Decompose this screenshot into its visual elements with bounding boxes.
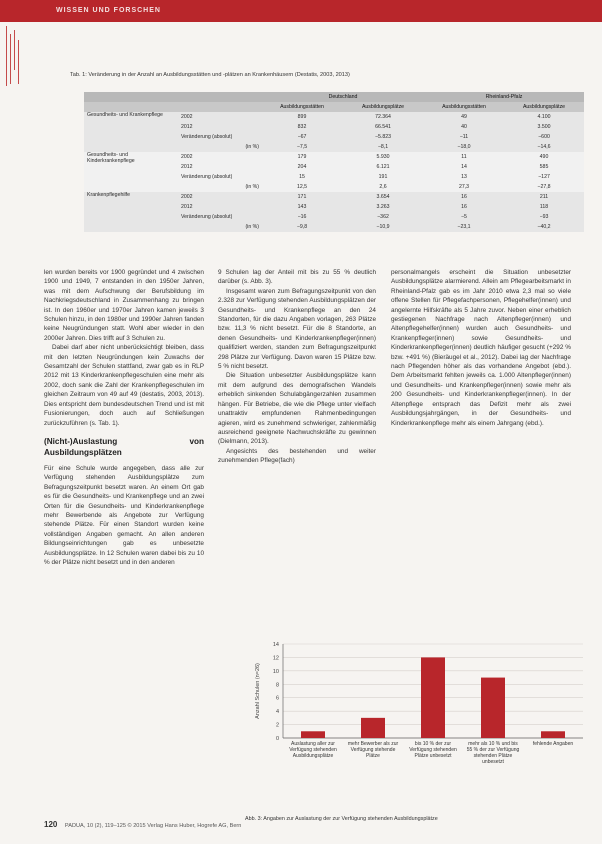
table-cell: 13 [424,172,504,182]
table-cell: −5 [424,212,504,222]
sub-header: Ausbildungsstätten [262,102,342,112]
bar-chart [243,636,588,811]
text-column-3 [391,268,571,428]
table-cell: −18,0 [424,142,504,152]
table-cell: −14,6 [504,142,584,152]
table-cell: −127 [504,172,584,182]
table-cell: 40 [424,122,504,132]
table-cell: 191 [342,172,424,182]
margin-ticks [6,26,20,96]
table-group-header-row [84,92,584,102]
y-tick-label: 8 [275,682,279,689]
text-column-2 [218,268,376,466]
x-tick-label: bis 10 % der zur Verfügung stehenden Plätze unbesetzt [409,741,457,759]
paragraph: personalmangels erscheint die Situation unbesetzter Ausbildungsplätze alarmierend. Allein am Pflegearbeitsmarkt in Rheinland-Pfalz gab es im Jahr 2010 etwa 2,3 mal so viele offene Stellen für Pflegefachpersonen, Pflegehelfer(innen) und angelernte Hilfskräfte als 5 Jahre zuvor. Neben einer erheblich gestiegenen Nachfrage nach Altenpfleger(innen) und Altenpflegehelfer(innen) wurden auch Gesundheits- und Krankenpfleger(innen) sowie Gesundheits- und Kinderkrankenpfleger(innen) deutlich häufiger gesucht (+292 % bzw. +491 %) (Bieräugel et al., 2012). Dabei lag der Nachfrage nach Pflegenden höher als das vorhandene Angebot (ebd.). Dem Arbeitsmarkt fehlten jeweils ca. 1.000 Altenpfleger(innen) und Gesundheits- und Krankenpfleger(innen) sowie mehr als 200 Gesundheits- und Kinderkrankenpfleger(innen). In der Altenpflege entsprach das Defizit mehr als zwei Ausbildungsjahrgängen, in der Gesundheits- und Kinderkrankenpflege mehr als einem Jahrgang (ebd.). [391,269,571,427]
table-cell: 3.500 [504,122,584,132]
section-heading: (Nicht-)Auslastung von Ausbildungsplätzen [44,436,204,457]
table-cell: −362 [342,212,424,222]
sub-header: Ausbildungsstätten [424,102,504,112]
bar [421,657,445,738]
page-footer [44,820,241,829]
bar [541,731,565,738]
table-cell: −40,2 [504,222,584,232]
table-cell: −16 [262,212,342,222]
table-cell: 16 [424,202,504,212]
y-axis-label: Anzahl Schulen (n=26) [255,663,261,719]
y-tick-label: 10 [272,668,279,675]
y-tick-label: 12 [272,655,279,662]
group-header-germany: Deutschland [262,92,424,102]
table-cell: 2,6 [342,182,424,192]
paragraph: Insgesamt waren zum Befragungszeitpunkt von den 2.328 zur Verfügung stehenden Ausbildungsplätzen der Gesundheits- und Krankenpflege an den 24 Standorten, für die dazu Angaben vorlagen, 263 Plätze bzw. 11,3 % nicht besetzt. Für die 8 Standorte, an denen Gesundheits- und Kinderkrankenpfleger(innen) qualifiziert werden, standen zum Befragungszeitpunkt 298 Plätze zur Verfügung. Davon waren 15 Plätze bzw. 5 % nicht besetzt. [218,287,376,371]
table-cell: −11 [424,132,504,142]
group-name-cell: Gesundheits- und Kinderkrankenpflege [84,152,178,192]
table-cell: 5.930 [342,152,424,162]
page-number: 120 [44,820,58,829]
row-label: 2002 [178,152,262,162]
table-cell: 12,5 [262,182,342,192]
row-label: 2012 [178,202,262,212]
x-tick-label-wrap [525,741,581,805]
paragraph: Angesichts des bestehenden und weiter zunehmenden Pflege(fach) [218,447,376,465]
table-cell: 899 [262,112,342,122]
table-cell: 14 [424,162,504,172]
bar [481,678,505,738]
row-label: Veränderung (absolut) [178,212,262,222]
table-cell: −23,1 [424,222,504,232]
table-sub-header-row [84,102,584,112]
table-cell: 3.654 [342,192,424,202]
x-tick-label-wrap [285,741,341,805]
text-column-1 [44,268,204,567]
y-tick-label: 4 [275,709,279,716]
row-label: (in %) [178,222,262,232]
data-table [84,92,584,232]
table-caption: Tab. 1: Veränderung in der Anzahl an Ausbildungsstätten und -plätzen an Krankenhäusern (Destatis, 2003, 2013) [70,72,350,78]
table-cell: 143 [262,202,342,212]
sub-header: Ausbildungsplätze [504,102,584,112]
x-tick-label-wrap [345,741,401,805]
paragraph: Die Situation unbesetzter Ausbildungsplätze kann mit dem aufgrund des demografischen Wandels erheblich sinkenden Schulabgängerzahlen zusammen hängen. Für Betriebe, die wie die Pflege unter vielfach unattraktiv empfundenen Rahmenbedingungen agieren, wird es zunehmend schwieriger, zahlenmäßig ausreichend geeignete Nachwuchskräfte zu gewinnen (Dielmann, 2013). [218,372,376,446]
x-tick-label: Auslastung aller zur Verfügung stehenden Ausbildungsplätze [289,741,337,759]
table-cell: 204 [262,162,342,172]
paragraph: len wurden bereits vor 1900 gegründet und 4 zwischen 1900 und 1949, 7 entstanden in den 1950er Jahren, was mit dem Aufschwung der Berufsbildung im Nachkriegsdeutschland in Zusammenhang zu bringen ist. In den 1960er und 1970er Jahren kamen jeweils 3 Schulen hinzu, in den 1980er und 1990er Jahren fanden keine Neugründungen statt. Wohl aber wieder in den 2000er Jahren. Dies trifft auf 3 Schulen zu. [44,269,204,342]
bar [301,731,325,738]
table-row [84,112,584,122]
table-row [84,192,584,202]
table-cell: 6.121 [342,162,424,172]
table-cell: −10,9 [342,222,424,232]
table-cell: 4.100 [504,112,584,122]
table-cell: 11 [424,152,504,162]
x-tick-label: fehlende Angaben [532,741,574,747]
table-cell: 72.364 [342,112,424,122]
bar [361,718,385,738]
row-label: 2012 [178,162,262,172]
y-tick-label: 0 [275,736,279,742]
row-label: 2002 [178,112,262,122]
table-cell: 27,3 [424,182,504,192]
x-tick-label: mehr Bewerber als zur Verfügung stehende Plätze [347,741,399,759]
table-cell: −93 [504,212,584,222]
table-cell: 179 [262,152,342,162]
group-name-cell: Gesundheits- und Krankenpflege [84,112,178,152]
sub-header: Ausbildungsplätze [342,102,424,112]
paragraph: Dabei darf aber nicht unberücksichtigt bleiben, dass mit den letzten Neugründungen kein Zuwachs der Gesamtzahl der Schulen stattfand, zwar gab es in RLP 2012 mit 13 Kinderkrankenpflegeschulen eine mehr als 2002, doch sank die Zahl der Krankenpflegeschulen im gleichen Zeitraum von 49 auf 49 (destatis, 2003, 2013). Dies entspricht dem bundesdeutschen Trend und ist mit Fusionierungen, doch auch auf Schließungen zurückzuführen (s. Tab. 1). [44,344,204,427]
y-tick-label: 6 [275,695,279,702]
table-cell: −7,5 [262,142,342,152]
row-label: 2002 [178,192,262,202]
section-banner [0,0,602,22]
group-header-rlp: Rheinland-Pfalz [424,92,584,102]
group-name-cell: Krankenpflegehilfe [84,192,178,232]
row-label: (in %) [178,142,262,152]
x-tick-label: mehr als 10 % und bis 55 % der zur Verfügung stehenden Plätze unbesetzt [466,741,520,765]
table-cell: 171 [262,192,342,202]
table-cell: 118 [504,202,584,212]
table-cell: 3.263 [342,202,424,212]
table-cell: −27,8 [504,182,584,192]
table-cell: −5.823 [342,132,424,142]
table-cell: 832 [262,122,342,132]
figure-caption: Abb. 3: Angaben zur Auslastung der zur Verfügung stehenden Ausbildungsplätze [245,816,438,822]
top-banner [0,0,602,30]
table-cell: −600 [504,132,584,142]
table-cell: −67 [262,132,342,142]
footer-text: PADUA, 10 (2), 119–125 © 2015 Verlag Hans Huber, Hogrefe AG, Bern [64,823,242,829]
table-row [84,152,584,162]
table-cell: 66.541 [342,122,424,132]
table-cell: 16 [424,192,504,202]
table-cell: 15 [262,172,342,182]
x-tick-label-wrap [465,741,521,805]
table-cell: 211 [504,192,584,202]
x-tick-label-wrap [405,741,461,805]
row-label: 2012 [178,122,262,132]
table-cell: 490 [504,152,584,162]
table-cell: 49 [424,112,504,122]
table-cell: −8,1 [342,142,424,152]
section-label: WISSEN UND FORSCHEN [56,7,161,14]
y-tick-label: 2 [275,722,279,729]
paragraph: 9 Schulen lag der Anteil mit bis zu 55 % deutlich darüber (s. Abb. 3). [218,269,376,286]
table-cell: −9,8 [262,222,342,232]
row-label: (in %) [178,182,262,192]
paragraph: Für eine Schule wurde angegeben, dass alle zur Verfügung stehenden Ausbildungsplätze zum Befragungszeitpunkt besetzt waren. An einem Ort gab es für die Gesundheits- und Krankenpflege und an zwei Orten für die Gesundheits- und Kinderkrankenpflege mehr Bewerbende als Angebote zur Verfügung stehende Plätze. Für einen Standort wurden keine vollständigen Angaben gemacht. An allen anderen Bildungseinrichtungen gab es unbesetzte Ausbildungsplätze. In 12 Schulen waren dabei bis zu 10 % der Plätze nicht besetzt und in den anderen [44,464,204,566]
row-label: Veränderung (absolut) [178,132,262,142]
table-cell: 585 [504,162,584,172]
y-tick-label: 14 [272,642,279,648]
row-label: Veränderung (absolut) [178,172,262,182]
